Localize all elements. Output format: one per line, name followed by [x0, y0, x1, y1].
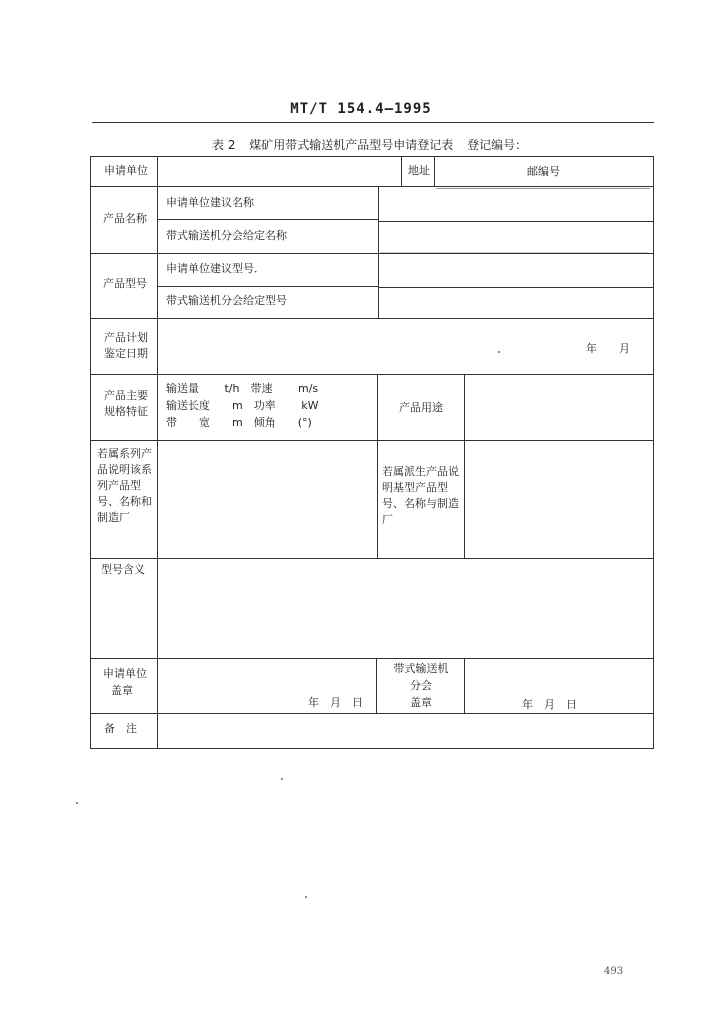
suggested-model-label: 申请单位建议型号．	[166, 262, 265, 275]
scan-speck	[281, 778, 283, 780]
suggested-name-label: 申请单位建议名称	[166, 196, 254, 209]
assoc-seal-date: 年 月 日	[522, 698, 577, 711]
address-label: 地址	[408, 164, 430, 177]
scan-speck	[498, 351, 500, 353]
scan-speck	[305, 896, 307, 898]
assoc-seal-label-line1: 带式输送机	[393, 662, 449, 675]
product-use-label: 产品用途	[399, 401, 443, 414]
remarks-label: 备 注	[104, 722, 137, 735]
assoc-seal-label-line2: 分会	[410, 679, 432, 692]
scan-speck	[76, 802, 78, 804]
assigned-model-label: 带式输送机分会给定型号	[166, 294, 287, 307]
plan-date-label-line1: 产品计划	[104, 331, 148, 344]
applicant-label: 申请单位	[104, 164, 148, 177]
product-model-label: 产品型号	[103, 277, 147, 290]
spec-label-line1: 产品主要	[104, 389, 148, 402]
series-label: 若属系列产品说明该系列产品型号、名称和制造厂	[97, 447, 152, 524]
page-number: 493	[604, 966, 624, 977]
spec-line-1: 输送量 t/h 带速 m/s	[166, 382, 319, 395]
table-number: 表 2	[212, 138, 236, 152]
registration-number-label: 登记编号：	[467, 138, 528, 152]
plan-date-unit: 年 月	[586, 342, 630, 355]
standard-number: MT/T 154.4—1995	[290, 101, 432, 117]
spec-label-line2: 规格特征	[104, 405, 148, 418]
applicant-seal-label-line2: 盖章	[111, 684, 133, 697]
plan-date-label-line2: 鉴定日期	[104, 347, 148, 360]
variant-label: 若属派生产品说明基型产品型号、名称与制造厂	[382, 465, 459, 526]
table-border	[91, 157, 654, 749]
spec-line-2: 输送长度 m 功率 kW	[166, 399, 319, 412]
assoc-seal-label-line3: 盖章	[410, 696, 432, 709]
table-title: 煤矿用带式输送机产品型号申请登记表	[249, 138, 454, 152]
spec-line-3: 带 宽 m 倾角 (°)	[166, 416, 312, 429]
model-meaning-label: 型号含义	[101, 563, 145, 576]
postcode-label: 邮编号	[527, 165, 560, 178]
applicant-seal-label-line1: 申请单位	[103, 667, 147, 680]
product-name-label: 产品名称	[103, 212, 147, 225]
applicant-seal-date: 年 月 日	[308, 696, 363, 709]
assigned-name-label: 带式输送机分会给定名称	[166, 229, 287, 242]
